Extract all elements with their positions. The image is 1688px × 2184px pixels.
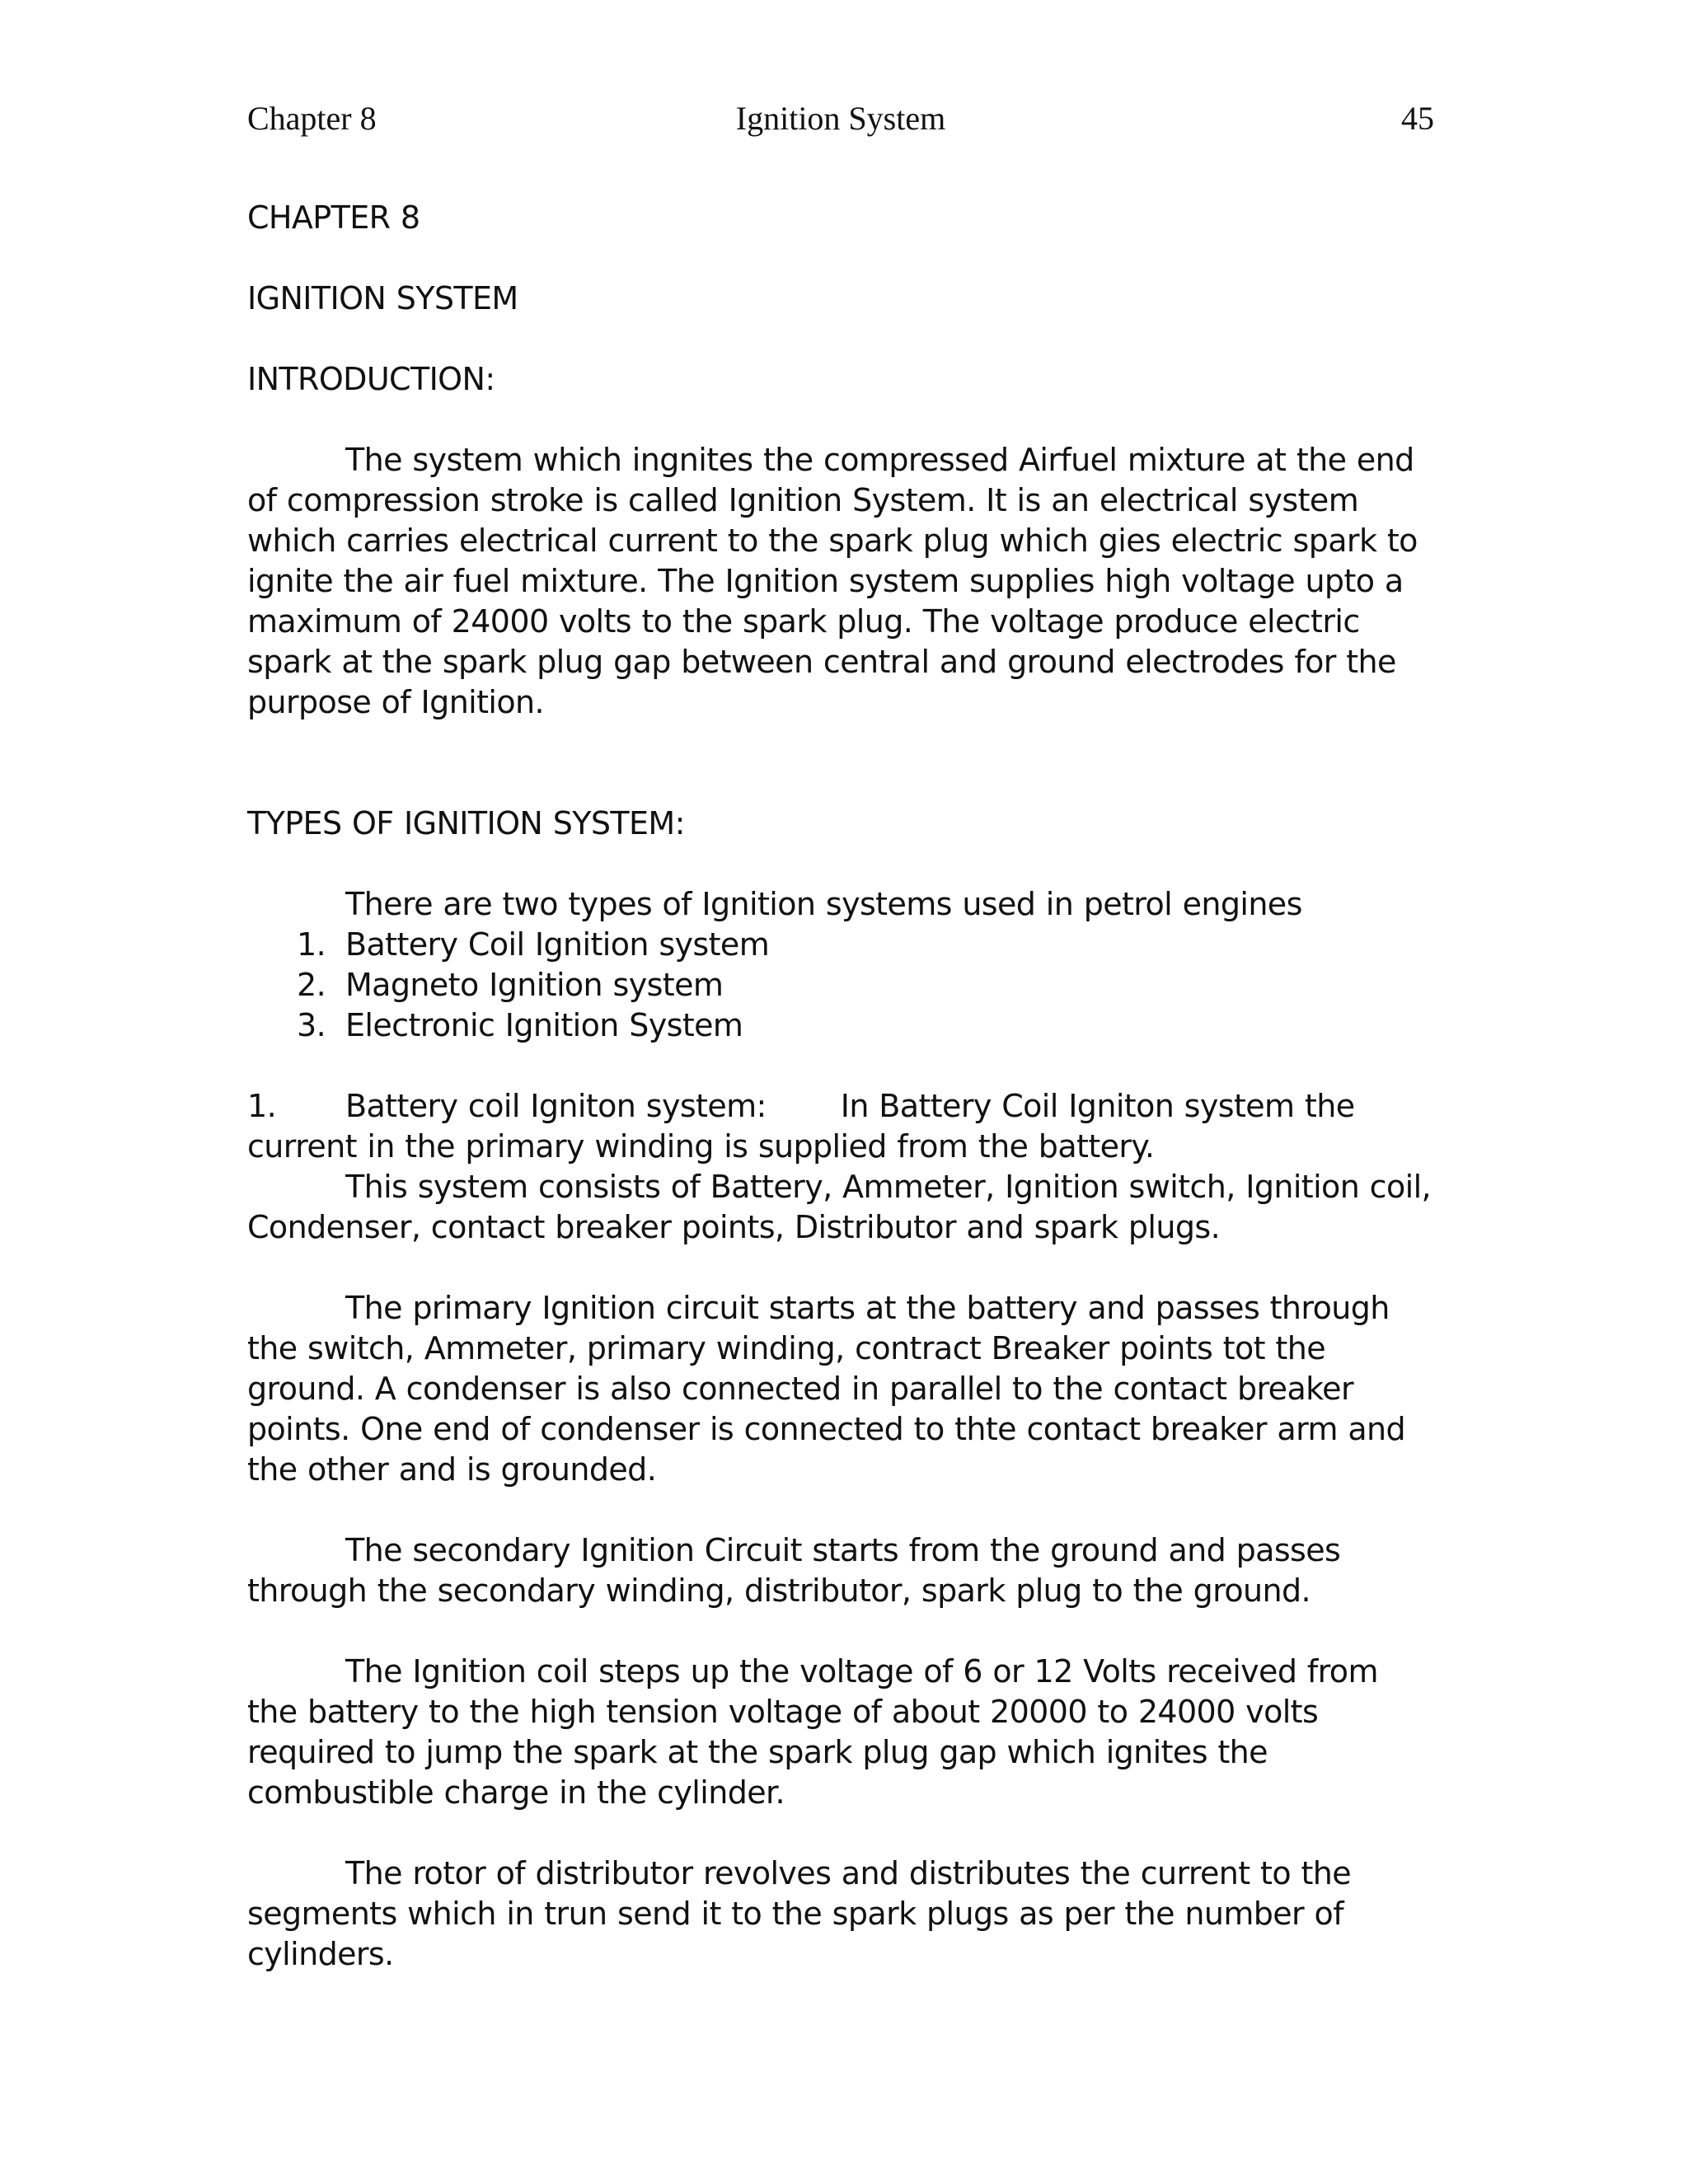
page-number: 45 [1401,100,1434,137]
chapter-title: IGNITION SYSTEM [247,280,518,316]
section-number: 1. [247,1088,277,1124]
list-item-text: Battery Coil Ignition system [345,926,770,963]
section-lead-text: In Battery Coil Igniton system the current in the primary winding is supplied from the battery. [247,1088,1355,1165]
running-header [247,97,1434,147]
ignition-coil-paragraph: The Ignition coil steps up the voltage of 6 or 12 Volts received from the battery to the high tension voltage of about 20000 to 24000 volts required to jump the spark at the spark plug gap which ignites the combustible charge in the cylinder. [247,1653,1378,1811]
types-list [247,925,1434,1046]
list-item-text: Electronic Ignition System [345,1007,743,1043]
list-item-number: 3. [297,1007,326,1043]
intro-paragraph: The system which ingnites the compressed Airfuel mixture at the end of compression stroke is called Ignition System. It is an electrical system which carries electrical current to the spark plug which gies electric spark to ignite the air fuel mixture. The Ignition system supplies high voltage upto a maximum of 24000 volts to the spark plug. The voltage produce electric spark at the spark plug gap between central and ground electrodes for the purpose of Ignition. [247,442,1418,720]
list-item-number: 2. [297,967,326,1003]
types-intro: There are two types of Ignition systems used in petrol engines [345,886,1302,922]
section-title: Battery coil Igniton system: [345,1088,767,1124]
list-item [247,925,1434,965]
list-item-text: Magneto Ignition system [345,967,724,1003]
introduction-heading: INTRODUCTION: [247,361,495,397]
list-item-number: 1. [297,926,326,963]
chapter-heading: CHAPTER 8 [247,199,420,236]
list-item [247,965,1434,1005]
battery-section-lead [247,1086,1434,1167]
header-chapter-label: Chapter 8 [247,100,377,137]
list-item [247,1005,1434,1046]
primary-circuit-paragraph: The primary Ignition circuit starts at the battery and passes through the switch, Ammeter, primary winding, contract Breaker points tot the ground. A condenser is also connected in parallel to the contact breaker points. One end of condenser is connected to thte contact breaker arm and the other and is grounded. [247,1290,1406,1488]
types-heading: TYPES OF IGNITION SYSTEM: [247,805,685,841]
distributor-paragraph: The rotor of distributor revolves and distributes the current to the segments which in trun send it to the spark plugs as per the number of cylinders. [247,1855,1352,1972]
battery-components-paragraph: This system consists of Battery, Ammeter, Ignition switch, Ignition coil, Condenser, contact breaker points, Distributor and spark plugs. [247,1169,1432,1245]
header-section-title: Ignition System [735,100,946,137]
page-body [247,198,1434,1975]
secondary-circuit-paragraph: The secondary Ignition Circuit starts from the ground and passes through the secondary winding, distributor, spark plug to the ground. [247,1532,1341,1609]
